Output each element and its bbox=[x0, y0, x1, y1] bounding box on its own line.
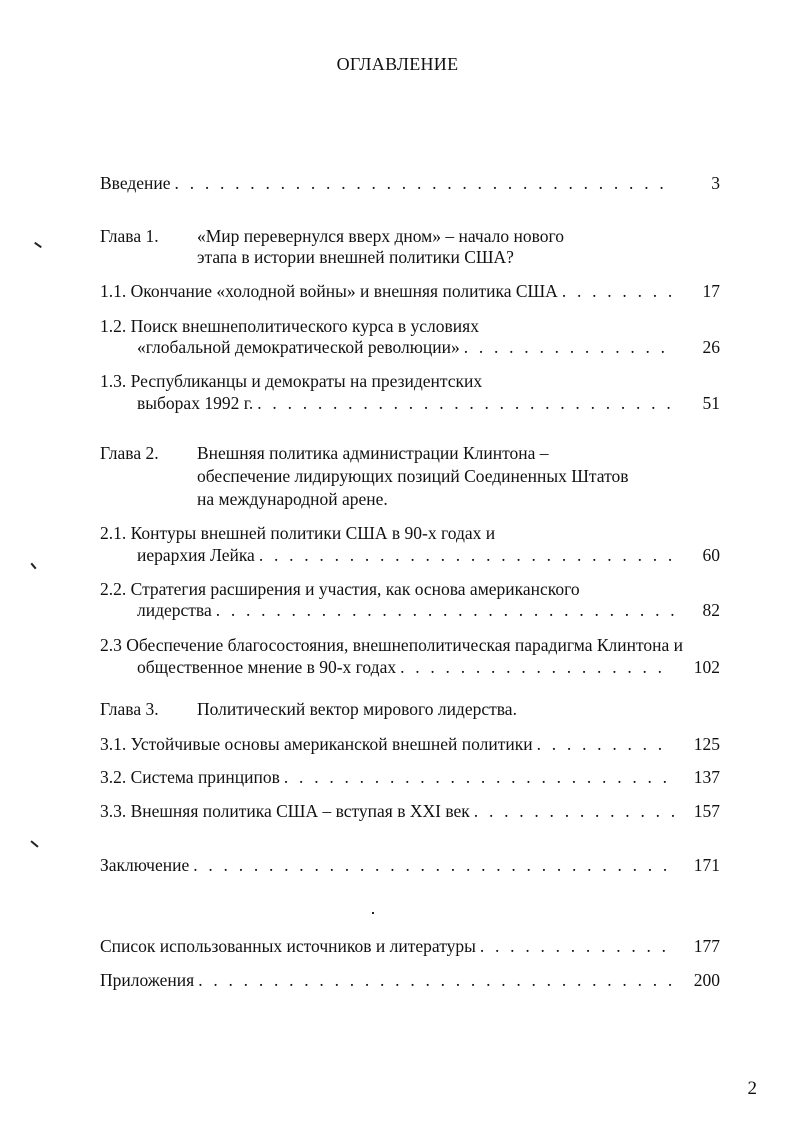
toc-entry-sources[interactable] bbox=[100, 934, 720, 958]
chapter-1-title-line1[interactable]: «Мир перевернулся вверх дном» – начало нового bbox=[197, 226, 564, 246]
leader-dots bbox=[562, 279, 674, 303]
toc-entry-label: иерархия Лейка bbox=[137, 545, 255, 565]
leader-dots bbox=[175, 171, 674, 195]
chapter-2-title-line2[interactable]: обеспечение лидирующих позиций Соединенных Штатов bbox=[197, 466, 629, 486]
toc-entry-conclusion[interactable] bbox=[100, 853, 720, 877]
toc-entry-label: 3.3. Внешняя политика США – вступая в XXI век bbox=[100, 801, 470, 821]
toc-page-number: 3 bbox=[711, 173, 720, 193]
toc-entry-2-2-line1[interactable]: 2.2. Стратегия расширения и участия, как основа американского bbox=[100, 579, 580, 599]
toc-page-number: 51 bbox=[702, 393, 720, 413]
toc-entry-2-2[interactable] bbox=[137, 598, 720, 622]
toc-page-number: 171 bbox=[693, 855, 720, 875]
toc-entry-label: Приложения bbox=[100, 970, 195, 990]
chapter-2-label: Глава 2. bbox=[100, 443, 159, 463]
leader-dots bbox=[216, 598, 674, 622]
toc-entry-label: 3.1. Устойчивые основы американской внешней политики bbox=[100, 734, 533, 754]
toc-entry-2-1-line1[interactable]: 2.1. Контуры внешней политики США в 90-х годах и bbox=[100, 523, 496, 543]
leader-dots bbox=[400, 655, 674, 679]
toc-entry-label: «глобальной демократической революции» bbox=[137, 337, 460, 357]
toc-entry-label: 1.1. Окончание «холодной войны» и внешняя политика США bbox=[100, 281, 558, 301]
toc-page-number: 17 bbox=[702, 281, 720, 301]
toc-page-number: 125 bbox=[693, 734, 720, 754]
scan-speck bbox=[30, 840, 38, 847]
toc-entry-2-3[interactable] bbox=[137, 655, 720, 679]
toc-entry-label: лидерства bbox=[137, 600, 212, 620]
toc-page-number: 177 bbox=[693, 936, 720, 956]
chapter-3-label: Глава 3. bbox=[100, 699, 159, 719]
leader-dots bbox=[464, 335, 674, 359]
chapter-1-title-line2[interactable]: этапа в истории внешней политики США? bbox=[197, 247, 514, 267]
scan-speck bbox=[30, 563, 36, 570]
leader-dots bbox=[259, 543, 674, 567]
toc-entry-2-1[interactable] bbox=[137, 543, 720, 567]
chapter-3-title-line1[interactable]: Политический вектор мирового лидерства. bbox=[197, 699, 517, 719]
toc-entry-label: 3.2. Система принципов bbox=[100, 767, 280, 787]
toc-entry-intro[interactable] bbox=[100, 171, 720, 195]
leader-dots bbox=[193, 853, 674, 877]
chapter-2-title-line1[interactable]: Внешняя политика администрации Клинтона – bbox=[197, 443, 549, 463]
scan-speck bbox=[372, 912, 374, 914]
toc-entry-2-3-line1[interactable]: 2.3 Обеспечение благосостояния, внешнеполитическая парадигма Клинтона и bbox=[100, 635, 684, 655]
page-number: 2 bbox=[747, 1078, 757, 1099]
toc-entry-label: Заключение bbox=[100, 855, 190, 875]
toc-entry-1-3[interactable] bbox=[137, 391, 720, 415]
toc-page-number: 157 bbox=[693, 801, 720, 821]
page-title: ОГЛАВЛЕНИЕ bbox=[336, 54, 459, 74]
toc-page-number: 82 bbox=[702, 600, 720, 620]
leader-dots bbox=[537, 732, 674, 756]
toc-entry-label: общественное мнение в 90-х годах bbox=[137, 657, 397, 677]
chapter-1-label: Глава 1. bbox=[100, 226, 159, 246]
toc-entry-label: выборах 1992 г. bbox=[137, 393, 254, 413]
toc-entry-3-3[interactable] bbox=[100, 799, 720, 823]
toc-entry-label: Список использованных источников и литературы bbox=[100, 936, 476, 956]
toc-page-number: 137 bbox=[693, 767, 720, 787]
leader-dots bbox=[284, 765, 674, 789]
toc-entry-3-1[interactable] bbox=[100, 732, 720, 756]
leader-dots bbox=[474, 799, 674, 823]
toc-entry-appendix[interactable] bbox=[100, 968, 720, 992]
leader-dots bbox=[480, 934, 674, 958]
scan-speck bbox=[34, 242, 42, 248]
leader-dots bbox=[257, 391, 674, 415]
toc-entry-1-2-line1[interactable]: 1.2. Поиск внешнеполитического курса в условиях bbox=[100, 316, 479, 336]
toc-entry-1-3-line1[interactable]: 1.3. Республиканцы и демократы на президентских bbox=[100, 371, 483, 391]
toc-entry-label: Введение bbox=[100, 173, 171, 193]
toc-page-number: 26 bbox=[702, 337, 720, 357]
toc-entry-1-2[interactable] bbox=[137, 335, 720, 359]
toc-entry-3-2[interactable] bbox=[100, 765, 720, 789]
chapter-2-title-line3[interactable]: на международной арене. bbox=[197, 489, 388, 509]
toc-page-number: 102 bbox=[693, 657, 720, 677]
toc-page-number: 60 bbox=[702, 545, 720, 565]
toc-page-number: 200 bbox=[693, 970, 720, 990]
toc-entry-1-1[interactable] bbox=[100, 279, 720, 303]
leader-dots bbox=[198, 968, 674, 992]
